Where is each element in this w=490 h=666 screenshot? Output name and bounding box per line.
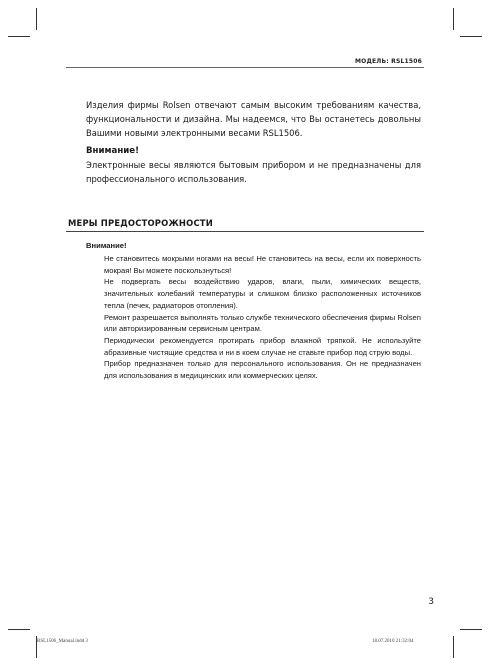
precautions-list bbox=[104, 253, 421, 382]
crop-mark bbox=[453, 8, 454, 30]
list-item: Ремонт разрешается выполнять только службе технического обеспечения фирмы Rolsen или авторизированным сервисным центрам. bbox=[104, 312, 421, 334]
crop-mark bbox=[8, 629, 30, 630]
list-item: Не подвергать весы воздействию ударов, влаги, пыли, химических веществ, значительных колебаний температуры и слишком близко расположенных источников тепла (печек, радиаторов отопления). bbox=[104, 277, 421, 310]
notice-heading: Внимание! bbox=[86, 146, 140, 156]
header-divider bbox=[66, 67, 424, 68]
crop-mark bbox=[453, 636, 454, 658]
footer-timestamp: 18.07.2010 21:32:04 bbox=[372, 639, 414, 644]
list-item: Периодически рекомендуется протирать прибор влажной тряпкой. Не используйте абразивные чистящие средства и ни в коем случае не ставьте прибор под струю воды. bbox=[104, 335, 421, 357]
notice-text: Электронные весы являются бытовым прибором и не предназначены для профессионального использования. bbox=[86, 160, 421, 184]
intro-paragraph: Изделия фирмы Rolsen отвечают самым высоким требованиям качества, функциональности и дизайна. Мы надеемся, что Вы останетесь довольны Вашими новыми электронными весами RSL1506. bbox=[86, 100, 421, 138]
crop-mark bbox=[36, 8, 37, 30]
precautions-heading: Внимание! bbox=[86, 241, 127, 250]
crop-mark bbox=[460, 36, 482, 37]
section-title: МЕРЫ ПРЕДОСТОРОЖНОСТИ bbox=[68, 218, 213, 228]
list-item: Не становитесь мокрыми ногами на весы! Не становитесь на весы, если их поверхность мокрая! Вы можете поскользнуться! bbox=[104, 254, 421, 275]
page-number: 3 bbox=[428, 597, 434, 607]
footer-filename: RSL1506_Manual.indd 3 bbox=[37, 639, 88, 644]
list-item: Прибор предназначен только для персонального использования. Он не предназначен для использования в медицинских или коммерческих целях. bbox=[104, 359, 421, 381]
section-divider bbox=[66, 231, 424, 232]
crop-mark bbox=[8, 36, 30, 37]
crop-mark bbox=[460, 629, 482, 630]
model-label: МОДЕЛЬ: RSL1506 bbox=[354, 58, 422, 65]
